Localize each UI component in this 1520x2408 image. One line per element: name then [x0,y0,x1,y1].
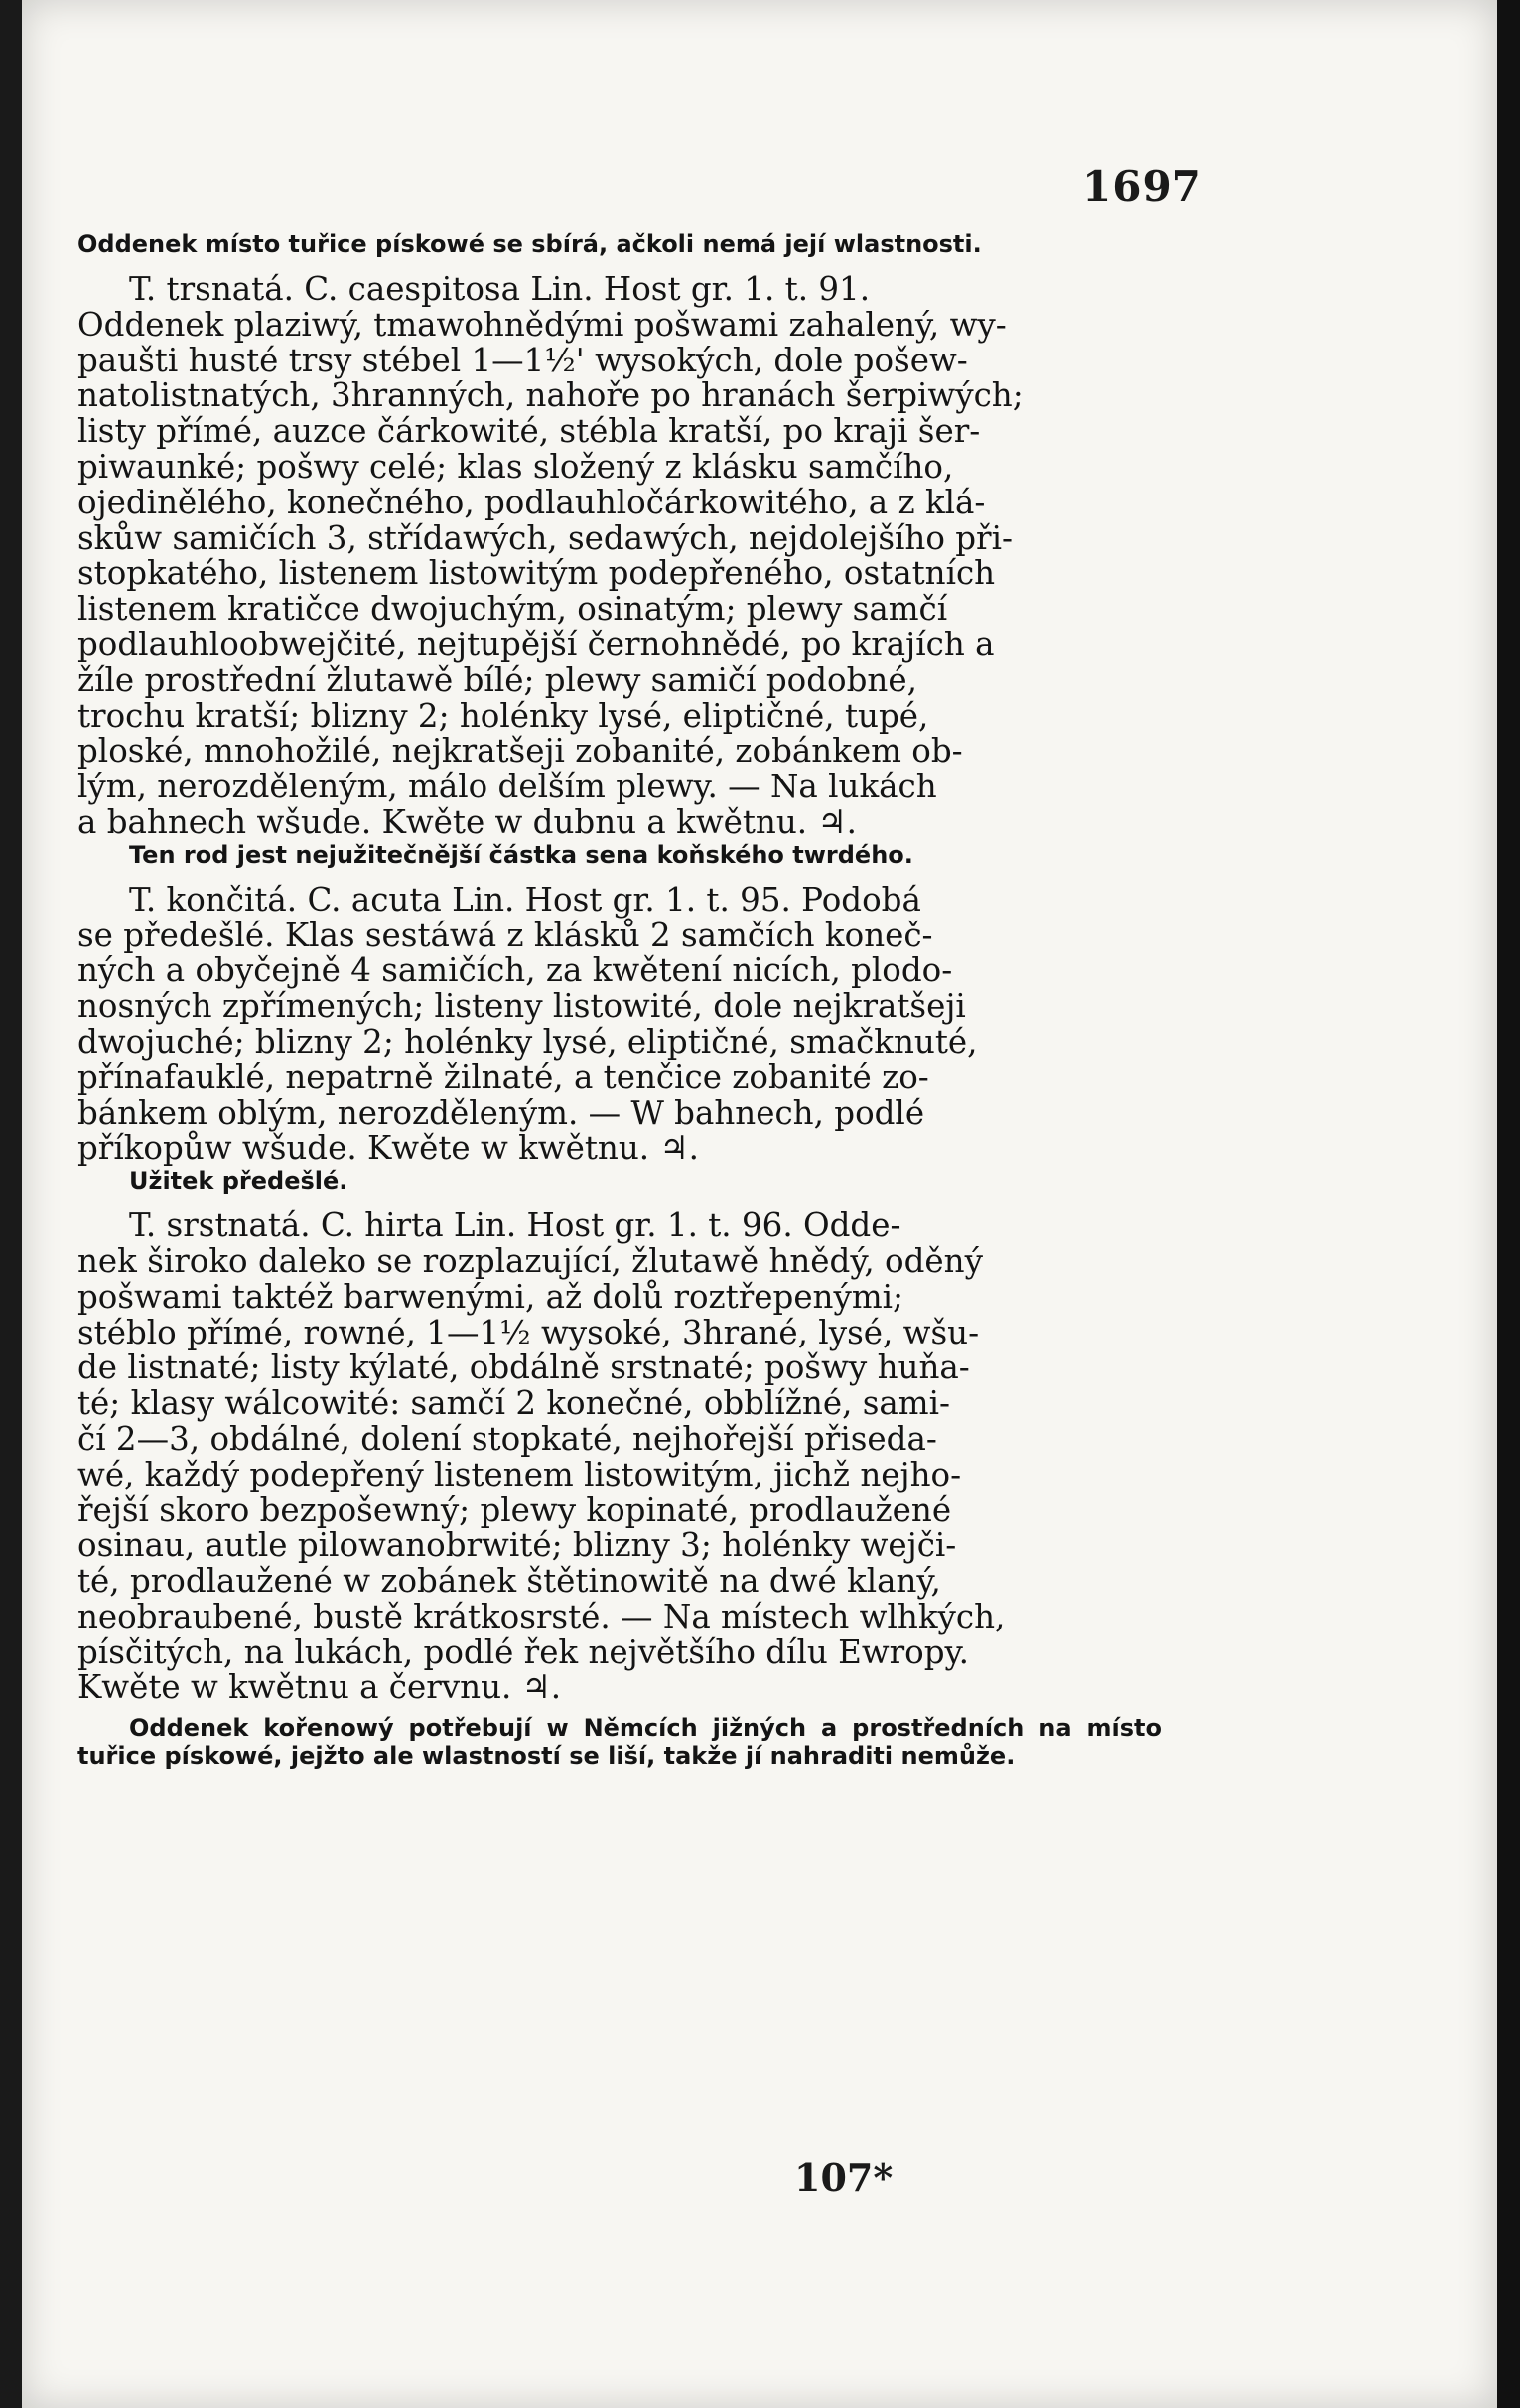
signature-mark: 107* [794,2155,894,2199]
text-line: řejší skoro bezpošewný; plewy kopinaté, prodlaužené [77,1490,952,1529]
text-line: bánkem oblým, nerozděleným. — W bahnech, podlé [77,1093,925,1132]
text-line: paušti husté trsy stébel 1—1½' wysokých, dole pošew- [77,341,968,379]
text-line: Oddenek plaziwý, tmawohnědými pošwami zahalený, wy- [77,305,1007,344]
text-line: písčitých, na lukách, podlé řek největšího dílu Ewropy. [77,1632,969,1671]
text-line: nosných zpřímených; listeny listowité, dole nejkratšeji [77,987,966,1026]
section-note: Užitek předešlé. [129,1167,348,1196]
text-line: stéblo přímé, rowné, 1—1½ wysoké, 3hrané, lysé, wšu- [77,1313,980,1351]
text-line: trochu kratší; blizny 2; holénky lysé, eliptičné, tupé, [77,696,929,735]
text-line: ných a obyčejně 4 samičích, za kwětení nicích, plodo- [77,951,953,990]
text-line: dwojuché; blizny 2; holénky lysé, eliptičné, smačknuté, [77,1022,978,1061]
scan-edge-left [0,0,22,2408]
text-line: podlauhloobwejčité, nejtupější černohnědé, po krajích a [77,625,995,663]
section-note: Oddenek kořenowý potřebují w Němcích jižných a prostředních na místo tuřice pískowé, jejžto ale wlastností se liší, takže jí nahraditi nemůže. [77,1714,1162,1771]
text-line: lým, nerozděleným, málo delším plewy. — Na lukách [77,768,937,806]
section-note: Ten rod jest nejužitečnější částka sena koňského twrdého. [129,840,913,869]
text-line: Kwěte w kwětnu a červnu. ♃. [77,1668,562,1707]
text-line: přínafauklé, nepatrně žilnaté, a tenčice zobanité zo- [77,1058,929,1096]
text-line: wé, každý podepřený listenem listowitým, jichž nejho- [77,1455,962,1493]
text-line: ploské, mnohožilé, nejkratšeji zobanité, zobánkem ob- [77,732,963,771]
text-line: listenem kratičce dwojuchým, osinatým; plewy samčí [77,590,948,629]
scan-edge-right [1497,0,1520,2408]
section-carex-caespitosa [77,272,1162,869]
text-line: de listnaté; listy kýlaté, obdálně srstnaté; pošwy huňa- [77,1348,970,1387]
text-line: stopkatého, listenem listowitým podepřeného, ostatních [77,554,996,593]
text-line: té, prodlaužené w zobánek štětinowitě na dwé klaný, [77,1562,941,1601]
intro-note: Oddenek místo tuřice pískowé se sbírá, ačkoli nemá její wlastnosti. [77,230,982,258]
text-line: pošwami taktéž barwenými, až dolů roztřepenými; [77,1277,904,1316]
text-line: natolistnatých, 3hranných, nahoře po hranách šerpiwých; [77,376,1024,415]
text-column [77,230,1162,1770]
text-line: žíle prostřední žlutawě bílé; plewy samičí podobné, [77,660,917,699]
text-line: listy přímé, auzce čárkowité, stébla kratší, po kraji šer- [77,412,981,451]
text-line: a bahnech wšude. Kwěte w dubnu a kwětnu. ♃. [77,802,857,841]
text-line: čí 2—3, obdálné, dolení stopkaté, nejhořejší přiseda- [77,1419,937,1458]
section-carex-acuta [77,880,1162,1196]
text-line: T. končitá. C. acuta Lin. Host gr. 1. t. 95. Podobá [129,880,921,919]
text-line: osinau, autle pilowanobrwité; blizny 3; holénky wejči- [77,1526,957,1565]
section-carex-hirta [77,1208,1162,1770]
text-line: skůw samičích 3, střídawých, sedawých, nejdolejšího při- [77,518,1013,557]
text-line: příkopůw wšude. Kwěte w kwětnu. ♃. [77,1129,699,1168]
text-line: se předešlé. Klas sestáwá z klásků 2 samčích koneč- [77,916,933,954]
text-line: neobraubené, bustě krátkosrsté. — Na místech wlhkých, [77,1597,1006,1635]
text-line: ojedinělého, konečného, podlauhločárkowitého, a z klá- [77,483,986,521]
text-line: nek široko daleko se rozplazující, žlutawě hnědý, oděný [77,1241,983,1280]
text-line: piwaunké; pošwy celé; klas složený z klásku samčího, [77,447,954,486]
text-line: T. trsnatá. C. caespitosa Lin. Host gr. 1. t. 91. [129,270,871,308]
text-line: T. srstnatá. C. hirta Lin. Host gr. 1. t. 96. Odde- [129,1206,901,1245]
page-number: 1697 [1082,162,1202,211]
text-line: té; klasy wálcowité: samčí 2 konečné, obblížné, sami- [77,1384,950,1423]
